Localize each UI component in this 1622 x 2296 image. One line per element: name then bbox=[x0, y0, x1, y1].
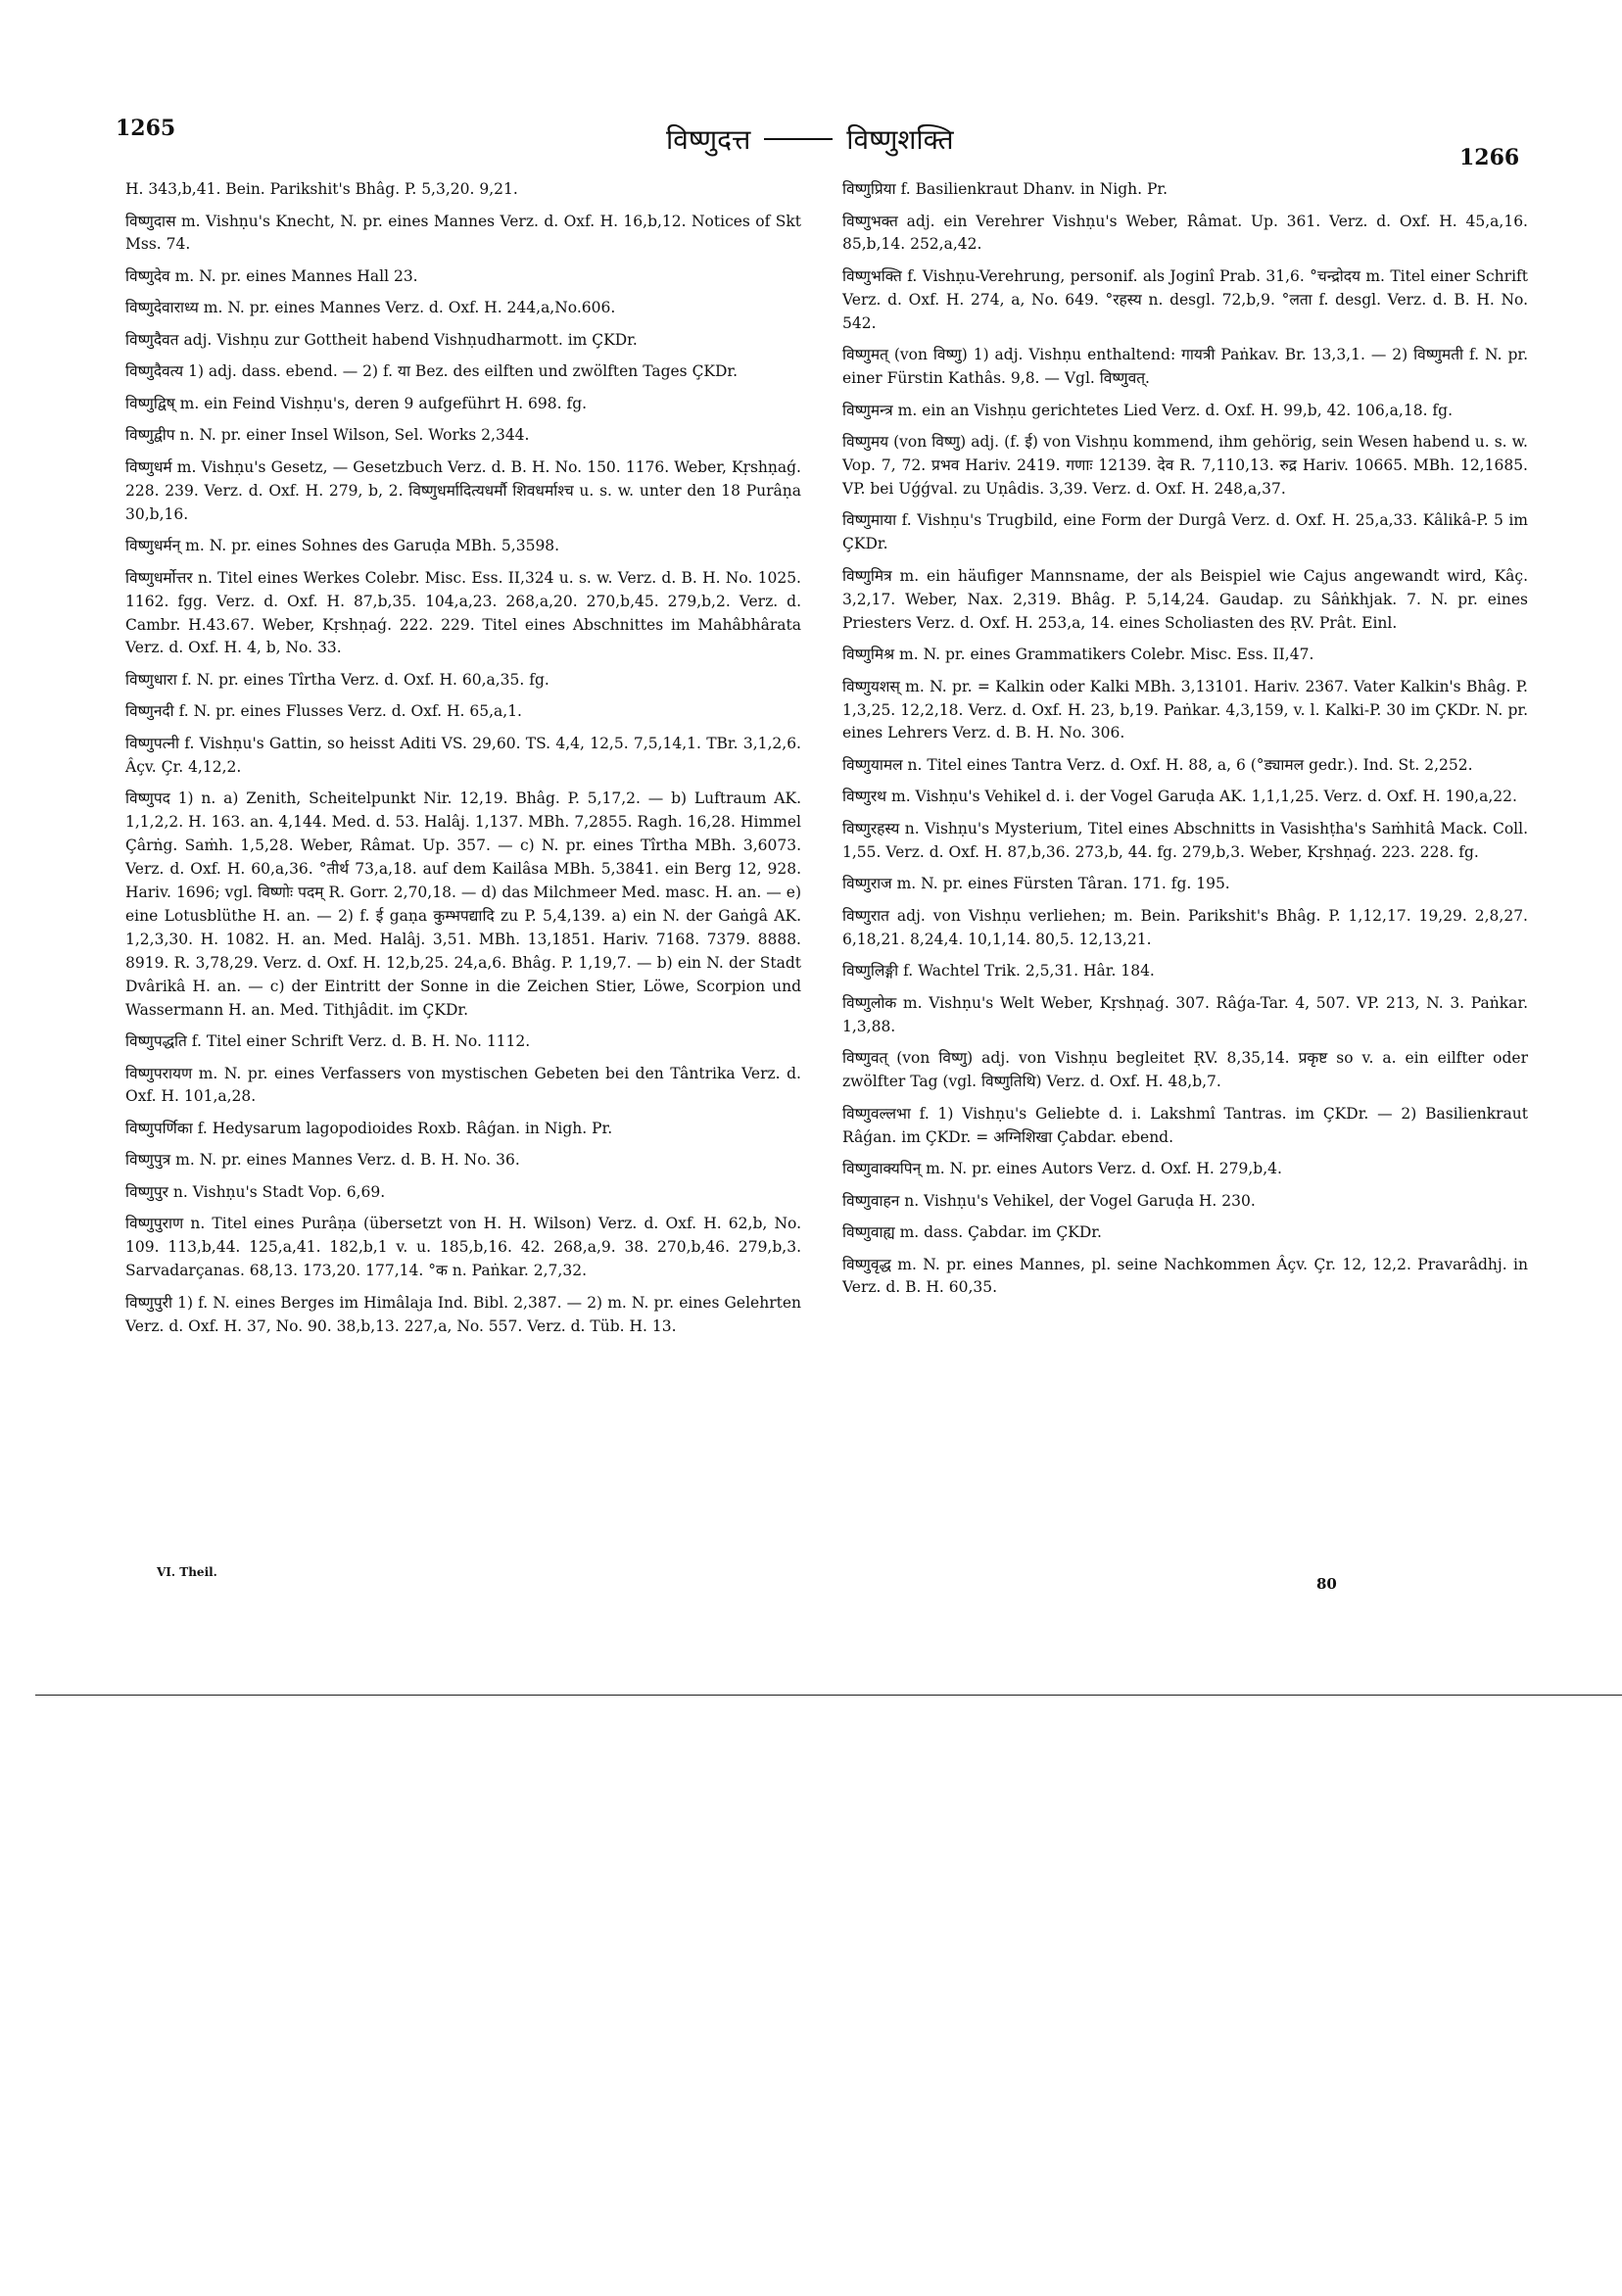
running-head-last: विष्णुशक्ति bbox=[846, 123, 954, 156]
dictionary-entry: विष्णुधारा f. N. pr. eines Tîrtha Verz. d. Oxf. H. 60,a,35. fg. bbox=[125, 670, 549, 689]
dictionary-entry: विष्णुदैवत adj. Vishṇu zur Gottheit habend Vishṇudharmott. im ÇKDr. bbox=[125, 330, 638, 349]
dictionary-entry: विष्णुरात adj. von Vishṇu verliehen; m. Bein. Parikshit's Bhâg. P. 1,12,17. 19,29. 2,8,27. 6,18,21. 8,24,4. 10,1,14. 80,5. 12,13,21. bbox=[842, 906, 1528, 948]
dictionary-entry: विष्णुवत् (von विष्णु) adj. von Vishṇu begleitet ṚV. 8,35,14. प्रकृष्ट so v. a. ein eilfter oder zwölfter Tag (vgl. विष्णुतिथि) Verz. d. Oxf. H. 48,b,7. bbox=[842, 1049, 1528, 1091]
dictionary-entry: विष्णुदेवाराध्य m. N. pr. eines Mannes Verz. d. Oxf. H. 244,a,No.606. bbox=[125, 299, 616, 317]
dictionary-entry: विष्णुवाहन n. Vishṇu's Vehikel, der Vogel Garuḍa H. 230. bbox=[842, 1191, 1256, 1210]
dictionary-entry: विष्णुधर्मोत्तर n. Titel eines Werkes Colebr. Misc. Ess. II,324 u. s. w. Verz. d. B. H. No. 1025. 1162. fgg. Verz. d. Oxf. H. 87,b,35. 104,a,23. 268,a,20. 270,b,45. 279,b,2. Verz. d. Cambr. H.43.67. Weber, Kṛshṇaǵ. 222. 229. Titel eines Abschnittes im Mahâbhârata Verz. d. Oxf. H. 4, b, No. 33. bbox=[125, 568, 801, 657]
dictionary-entry: विष्णुवृद्ध m. N. pr. eines Mannes, pl. seine Nachkommen Âçv. Çr. 12, 12,2. Pravarâdhj. in Verz. d. B. H. 60,35. bbox=[842, 1255, 1528, 1297]
dictionary-entry: विष्णुमन्त्र m. ein an Vishṇu gerichtetes Lied Verz. d. Oxf. H. 99,b, 42. 106,a,18. fg. bbox=[842, 401, 1454, 419]
dictionary-entry: विष्णुदास m. Vishṇu's Knecht, N. pr. eines Mannes Verz. d. Oxf. H. 16,b,12. Notices of Skt Mss. 74. bbox=[125, 212, 801, 254]
dictionary-entry: विष्णुप्रिया f. Basilienkraut Dhanv. in Nigh. Pr. bbox=[842, 180, 1169, 198]
dictionary-entry: विष्णुधर्मन् m. N. pr. eines Sohnes des Garuḍa MBh. 5,3598. bbox=[125, 537, 560, 555]
dictionary-entry: विष्णुपरायण m. N. pr. eines Verfassers von mystischen Gebeten bei den Tântrika Verz. d. Oxf. H. 101,a,28. bbox=[125, 1064, 801, 1106]
running-head bbox=[666, 120, 960, 159]
dictionary-entry: विष्णुनदी f. N. pr. eines Flusses Verz. d. Oxf. H. 65,a,1. bbox=[125, 702, 522, 721]
dictionary-entry: विष्णुमाया f. Vishṇu's Trugbild, eine Form der Durgâ Verz. d. Oxf. H. 25,a,33. Kâlikâ-P. 5 im ÇKDr. bbox=[842, 511, 1528, 553]
bottom-rule bbox=[35, 1695, 1622, 1696]
dictionary-entry: विष्णुवाक्यपिन् m. N. pr. eines Autors Verz. d. Oxf. H. 279,b,4. bbox=[842, 1160, 1282, 1177]
dictionary-entry: विष्णुधर्म m. Vishṇu's Gesetz, — Gesetzbuch Verz. d. B. H. No. 150. 1176. Weber, Kṛshṇaǵ. 228. 239. Verz. d. Oxf. H. 279, b, 2. विष्णुधर्मादित्यधर्मौ शिवधर्माश्च u. s. w. unter den 18 Purâṇa 30,b,16. bbox=[125, 457, 801, 523]
running-head-dash bbox=[764, 138, 833, 140]
dictionary-entry: विष्णुवाह्य m. dass. Çabdar. im ÇKDr. bbox=[842, 1223, 1102, 1241]
volume-signature: VI. Theil. bbox=[157, 1565, 217, 1579]
sheet-number: 80 bbox=[1316, 1575, 1337, 1593]
dictionary-entry: विष्णुभक्ति f. Vishṇu-Verehrung, personif. als Joginî Prab. 31,6. °चन्द्रोदय m. Titel einer Schrift Verz. d. Oxf. H. 274, a, No. 649. °रहस्य n. desgl. 72,b,9. °लता f. desgl. Verz. d. B. H. No. 542. bbox=[842, 266, 1528, 332]
dictionary-entry: विष्णुमित्र m. ein häufiger Mannsname, der als Beispiel wie Cajus angewandt wird, Kâç. 3,2,17. Weber, Nax. 2,319. Bhâg. P. 5,14,24. Gaudap. zu Sâṅkhjak. 7. N. pr. eines Priesters Verz. d. Oxf. H. 253,a, 14. eines Scholiasten des ṚV. Prât. Einl. bbox=[842, 566, 1528, 632]
page-header bbox=[0, 0, 1622, 176]
dictionary-entry: विष्णुद्वीप n. N. pr. einer Insel Wilson, Sel. Works 2,344. bbox=[125, 426, 530, 445]
dictionary-entry: विष्णुयामल n. Titel eines Tantra Verz. d. Oxf. H. 88, a, 6 (°ड्यामल gedr.). Ind. St. 2,252. bbox=[842, 755, 1473, 774]
dictionary-entry: विष्णुरहस्य n. Vishṇu's Mysterium, Titel eines Abschnitts in Vasishṭha's Saṁhitâ Mack. Coll. 1,55. Verz. d. Oxf. H. 87,b,36. 273,b, 44. fg. 279,b,3. Weber, Kṛshṇaǵ. 223. 228. fg. bbox=[842, 819, 1528, 861]
right-column bbox=[842, 178, 1528, 1309]
dictionary-entry: विष्णुमय (von विष्णु) adj. (f. ई) von Vishṇu kommend, ihm gehörig, sein Wesen habend u. s. w. Vop. 7, 72. प्रभव Hariv. 2419. गणाः 12139. देव R. 7,110,13. रुद्र Hariv. 10665. MBh. 12,1685. VP. bei Uǵǵval. zu Uṇâdis. 3,39. Verz. d. Oxf. H. 248,a,37. bbox=[842, 433, 1528, 498]
dictionary-entry: विष्णुपुत्र m. N. pr. eines Mannes Verz. d. B. H. No. 36. bbox=[125, 1151, 520, 1170]
dictionary-entry: विष्णुयशस् m. N. pr. = Kalkin oder Kalki MBh. 3,13101. Hariv. 2367. Vater Kalkin's Bhâg. P. 1,3,25. 12,2,18. Verz. d. Oxf. H. 23, b,19. Paṅkar. 4,3,159, v. l. Kalki-P. 30 im ÇKDr. N. pr. eines Lehrers Verz. d. B. H. No. 306. bbox=[842, 677, 1528, 742]
dictionary-entry: विष्णुलोक m. Vishṇu's Welt Weber, Kṛshṇaǵ. 307. Râǵa-Tar. 4, 507. VP. 213, N. 3. Paṅkar. 1,3,88. bbox=[842, 993, 1528, 1035]
page-number-left: 1265 bbox=[116, 116, 176, 141]
dictionary-entry: विष्णुपर्णिका f. Hedysarum lagopodioides Roxb. Râǵan. in Nigh. Pr. bbox=[125, 1119, 613, 1137]
running-head-first: विष्णुदत्त bbox=[666, 123, 751, 156]
dictionary-entry: विष्णुपुर n. Vishṇu's Stadt Vop. 6,69. bbox=[125, 1182, 386, 1201]
dictionary-entry: विष्णुमिश्र m. N. pr. eines Grammatikers Colebr. Misc. Ess. II,47. bbox=[842, 646, 1314, 664]
dictionary-entry: विष्णुपद 1) n. a) Zenith, Scheitelpunkt Nir. 12,19. Bhâg. P. 5,17,2. — b) Luftraum AK. 1,1,2,2. H. 163. an. 4,144. Med. d. 53. Halâj. 1,137. MBh. 7,2855. Ragh. 16,28. Himmel Çârṅg. Saṁh. 1,5,28. Weber, Râmat. Up. 357. — c) N. pr. eines Tîrtha MBh. 3,6073. Verz. d. Oxf. H. 60,a,36. °तीर्थ 73,a,18. auf dem Kailâsa MBh. 5,3841. ein Berg 12, 928. Hariv. 1696; vgl. विष्णोः पदम् R. Gorr. 2,70,18. — d) das Milchmeer Med. masc. H. an. — e) eine Lotusblüthe H. an. — 2) f. ई gaṇa कुम्भपद्यादि zu P. 5,4,139. a) ein N. der Gaṅgâ AK. 1,2,3,30. H. 1082. H. an. Med. Halâj. 3,51. MBh. 13,1851. Hariv. 7168. 7379. 8888. 8919. R. 3,78,29. Verz. d. Oxf. H. 12,b,25. 24,a,6. Bhâg. P. 1,19,7. — b) ein N. der Stadt Dvârikâ H. an. — c) der Eintritt der Sonne in die Zeichen Stier, Löwe, Scorpion und Wassermann H. an. Med. Tithjâdit. im ÇKDr. bbox=[125, 789, 801, 1019]
dictionary-entry: विष्णुपुराण n. Titel eines Purâṇa (übersetzt von H. H. Wilson) Verz. d. Oxf. H. 62,b, No. 109. 113,b,44. 125,a,41. 182,b,1 v. u. 185,b,16. 42. 268,a,9. 38. 270,b,46. 279,b,3. Sarvadarçanas. 68,13. 173,20. 177,14. °क n. Paṅkar. 2,7,32. bbox=[125, 1215, 801, 1280]
dictionary-entry: विष्णुदेव m. N. pr. eines Mannes Hall 23. bbox=[125, 266, 418, 285]
dictionary-entry: विष्णुमत् (von विष्णु) 1) adj. Vishṇu enthaltend: गायत्री Paṅkav. Br. 13,3,1. — 2) विष्णुमती f. N. pr. einer Fürstin Kathâs. 9,8. — Vgl. विष्णुवत्. bbox=[842, 346, 1528, 388]
dictionary-entry: विष्णुराज m. N. pr. eines Fürsten Târan. 171. fg. 195. bbox=[842, 875, 1230, 893]
dictionary-entry: विष्णुरथ m. Vishṇu's Vehikel d. i. der Vogel Garuḍa AK. 1,1,1,25. Verz. d. Oxf. H. 190,a,22. bbox=[842, 788, 1517, 806]
dictionary-entry: विष्णुलिङ्गी f. Wachtel Trik. 2,5,31. Hâr. 184. bbox=[842, 962, 1155, 981]
dictionary-entry: विष्णुदैवत्य 1) adj. dass. ebend. — 2) f. या Bez. des eilften und zwölften Tages ÇKDr. bbox=[125, 362, 739, 381]
page-number-right: 1266 bbox=[1459, 145, 1520, 170]
dictionary-entry: विष्णुवल्लभा f. 1) Vishṇu's Geliebte d. i. Lakshmî Tantras. im ÇKDr. — 2) Basilienkraut Râǵan. im ÇKDr. = अग्निशिखा Çabdar. ebend. bbox=[842, 1104, 1528, 1146]
dictionary-entry: विष्णुद्विष् m. ein Feind Vishṇu's, deren 9 aufgeführt H. 698. fg. bbox=[125, 394, 588, 412]
left-column bbox=[125, 178, 801, 1347]
dictionary-entry: H. 343,b,41. Bein. Parikshit's Bhâg. P. 5,3,20. 9,21. bbox=[125, 180, 518, 198]
dictionary-entry: विष्णुपुरी 1) f. N. eines Berges im Himâlaja Ind. Bibl. 2,387. — 2) m. N. pr. eines Gelehrten Verz. d. Oxf. H. 37, No. 90. 38,b,13. 227,a, No. 557. Verz. d. Tüb. H. 13. bbox=[125, 1293, 801, 1335]
dictionary-entry: विष्णुपद्धति f. Titel einer Schrift Verz. d. B. H. No. 1112. bbox=[125, 1032, 531, 1050]
dictionary-entry: विष्णुपत्नी f. Vishṇu's Gattin, so heisst Aditi VS. 29,60. TS. 4,4, 12,5. 7,5,14,1. TBr. 3,1,2,6. Âçv. Çr. 4,12,2. bbox=[125, 734, 801, 776]
dictionary-entry: विष्णुभक्त adj. ein Verehrer Vishṇu's Weber, Râmat. Up. 361. Verz. d. Oxf. H. 45,a,16. 85,b,14. 252,a,42. bbox=[842, 212, 1528, 254]
